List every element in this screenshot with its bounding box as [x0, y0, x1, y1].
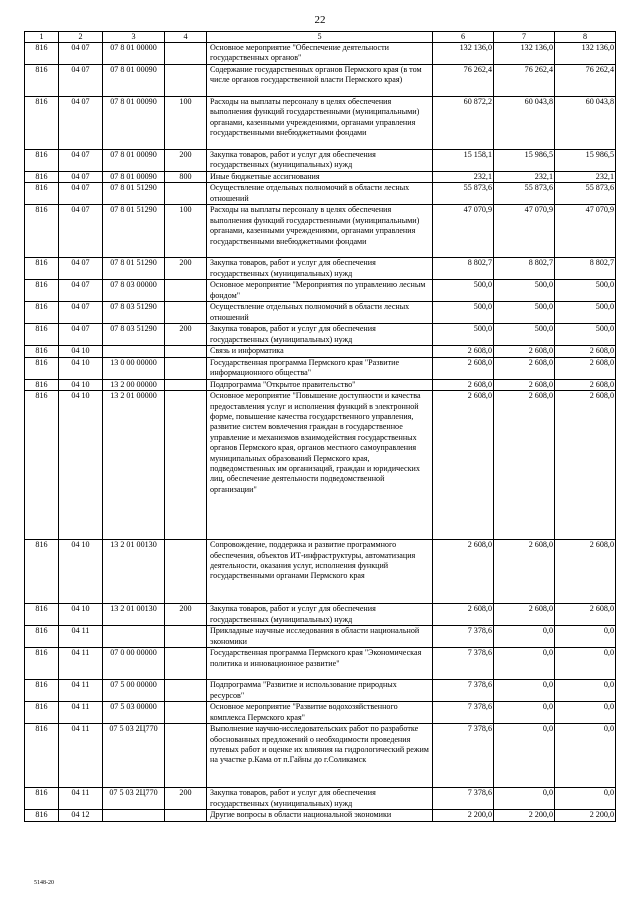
table-row — [25, 626, 616, 648]
cell-section-code: 04 07 — [59, 65, 103, 97]
cell-expense-type — [165, 280, 207, 302]
cell-name: Основное мероприятие "Обеспечение деятельности государственных органов" — [207, 43, 433, 65]
cell-amount-3: 232,1 — [555, 172, 616, 183]
cell-section-code: 04 07 — [59, 43, 103, 65]
cell-amount-2: 500,0 — [494, 324, 555, 346]
cell-admin-code: 816 — [25, 379, 59, 390]
cell-amount-3: 2 608,0 — [555, 391, 616, 540]
cell-target-code: 07 8 01 00090 — [103, 172, 165, 183]
page-number: 22 — [314, 14, 326, 26]
table-row — [25, 540, 616, 604]
cell-name: Выполнение научно-исследовательских работ по разработке обоснованных предложений о необходимости проведения путевых работ и оценке их влияния на гидрологический режим на участке р.Кама от п.Гайны до г.Соликамск — [207, 724, 433, 788]
table-row — [25, 280, 616, 302]
cell-amount-1: 2 608,0 — [433, 604, 494, 626]
cell-amount-3: 0,0 — [555, 680, 616, 702]
cell-admin-code: 816 — [25, 810, 59, 822]
table-header-row — [25, 32, 616, 43]
cell-amount-2: 2 608,0 — [494, 604, 555, 626]
cell-name: Связь и информатика — [207, 346, 433, 357]
cell-admin-code: 816 — [25, 324, 59, 346]
cell-section-code: 04 12 — [59, 810, 103, 822]
cell-admin-code: 816 — [25, 258, 59, 280]
cell-amount-2: 2 608,0 — [494, 357, 555, 379]
cell-target-code — [103, 626, 165, 648]
cell-amount-3: 55 873,6 — [555, 183, 616, 205]
cell-section-code: 04 10 — [59, 357, 103, 379]
table-row — [25, 172, 616, 183]
cell-section-code: 04 07 — [59, 183, 103, 205]
cell-target-code: 07 8 01 00090 — [103, 150, 165, 172]
cell-admin-code: 816 — [25, 648, 59, 680]
table-row — [25, 43, 616, 65]
cell-amount-2: 8 802,7 — [494, 258, 555, 280]
cell-expense-type — [165, 302, 207, 324]
cell-section-code: 04 10 — [59, 391, 103, 540]
table-row — [25, 391, 616, 540]
cell-amount-2: 2 608,0 — [494, 391, 555, 540]
cell-section-code: 04 10 — [59, 346, 103, 357]
cell-name: Закупка товаров, работ и услуг для обеспечения государственных (муниципальных) нужд — [207, 324, 433, 346]
cell-amount-2: 0,0 — [494, 680, 555, 702]
cell-expense-type — [165, 379, 207, 390]
cell-target-code: 07 5 03 00000 — [103, 702, 165, 724]
cell-name: Закупка товаров, работ и услуг для обеспечения государственных (муниципальных) нужд — [207, 604, 433, 626]
table-row — [25, 324, 616, 346]
cell-amount-2: 2 608,0 — [494, 346, 555, 357]
cell-section-code: 04 07 — [59, 280, 103, 302]
cell-expense-type: 200 — [165, 324, 207, 346]
cell-amount-1: 2 608,0 — [433, 357, 494, 379]
cell-amount-1: 55 873,6 — [433, 183, 494, 205]
cell-amount-2: 232,1 — [494, 172, 555, 183]
cell-admin-code: 816 — [25, 150, 59, 172]
cell-amount-3: 2 608,0 — [555, 604, 616, 626]
cell-admin-code: 816 — [25, 680, 59, 702]
cell-amount-3: 0,0 — [555, 648, 616, 680]
cell-amount-1: 500,0 — [433, 280, 494, 302]
cell-target-code — [103, 346, 165, 357]
cell-name: Осуществление отдельных полномочий в области лесных отношений — [207, 183, 433, 205]
cell-name: Подпрограмма "Открытое правительство" — [207, 379, 433, 390]
col-header-7: 7 — [494, 32, 555, 43]
cell-target-code — [103, 810, 165, 822]
col-header-2: 2 — [59, 32, 103, 43]
cell-amount-3: 0,0 — [555, 724, 616, 788]
cell-target-code: 13 2 00 00000 — [103, 379, 165, 390]
cell-section-code: 04 07 — [59, 205, 103, 258]
cell-expense-type — [165, 43, 207, 65]
cell-expense-type — [165, 346, 207, 357]
col-header-4: 4 — [165, 32, 207, 43]
cell-amount-2: 2 608,0 — [494, 540, 555, 604]
cell-amount-2: 132 136,0 — [494, 43, 555, 65]
cell-target-code: 07 0 00 00000 — [103, 648, 165, 680]
cell-target-code: 07 8 01 51290 — [103, 183, 165, 205]
cell-name: Осуществление отдельных полномочий в области лесных отношений — [207, 302, 433, 324]
cell-admin-code: 816 — [25, 302, 59, 324]
cell-admin-code: 816 — [25, 183, 59, 205]
cell-section-code: 04 11 — [59, 788, 103, 810]
cell-amount-2: 2 608,0 — [494, 379, 555, 390]
table-row — [25, 680, 616, 702]
cell-amount-3: 2 608,0 — [555, 540, 616, 604]
cell-amount-2: 15 986,5 — [494, 150, 555, 172]
cell-target-code: 13 0 00 00000 — [103, 357, 165, 379]
cell-amount-2: 0,0 — [494, 702, 555, 724]
col-header-6: 6 — [433, 32, 494, 43]
cell-amount-3: 2 608,0 — [555, 346, 616, 357]
cell-amount-1: 500,0 — [433, 324, 494, 346]
table-row — [25, 357, 616, 379]
table-row — [25, 205, 616, 258]
cell-amount-3: 60 043,8 — [555, 97, 616, 150]
cell-amount-1: 2 608,0 — [433, 540, 494, 604]
cell-name: Основное мероприятие "Развитие водохозяйственного комплекса Пермского края" — [207, 702, 433, 724]
cell-amount-1: 47 070,9 — [433, 205, 494, 258]
cell-amount-1: 132 136,0 — [433, 43, 494, 65]
cell-expense-type — [165, 391, 207, 540]
cell-expense-type — [165, 648, 207, 680]
table-row — [25, 150, 616, 172]
cell-name: Закупка товаров, работ и услуг для обеспечения государственных (муниципальных) нужд — [207, 258, 433, 280]
cell-amount-1: 60 872,2 — [433, 97, 494, 150]
cell-name: Государственная программа Пермского края "Экономическая политика и инновационное развитие" — [207, 648, 433, 680]
cell-section-code: 04 07 — [59, 97, 103, 150]
table-row — [25, 379, 616, 390]
cell-target-code: 07 8 03 00000 — [103, 280, 165, 302]
cell-expense-type: 200 — [165, 788, 207, 810]
table-row — [25, 810, 616, 822]
cell-expense-type — [165, 626, 207, 648]
cell-expense-type: 800 — [165, 172, 207, 183]
cell-amount-2: 2 200,0 — [494, 810, 555, 822]
cell-expense-type — [165, 724, 207, 788]
cell-section-code: 04 10 — [59, 540, 103, 604]
cell-section-code: 04 10 — [59, 604, 103, 626]
cell-expense-type — [165, 65, 207, 97]
cell-section-code: 04 11 — [59, 648, 103, 680]
cell-amount-1: 15 158,1 — [433, 150, 494, 172]
cell-admin-code: 816 — [25, 172, 59, 183]
cell-amount-2: 47 070,9 — [494, 205, 555, 258]
cell-amount-3: 2 200,0 — [555, 810, 616, 822]
table-body — [25, 43, 616, 822]
cell-name: Государственная программа Пермского края "Развитие информационного общества" — [207, 357, 433, 379]
col-header-5: 5 — [207, 32, 433, 43]
table-row — [25, 788, 616, 810]
cell-amount-3: 500,0 — [555, 324, 616, 346]
cell-section-code: 04 11 — [59, 626, 103, 648]
cell-amount-1: 2 608,0 — [433, 346, 494, 357]
cell-target-code: 07 8 03 51290 — [103, 324, 165, 346]
cell-name: Другие вопросы в области национальной экономики — [207, 810, 433, 822]
cell-admin-code: 816 — [25, 626, 59, 648]
table-row — [25, 724, 616, 788]
cell-amount-3: 500,0 — [555, 302, 616, 324]
cell-name: Расходы на выплаты персоналу в целях обеспечения выполнения функций государственными (муниципальными) органами, казенными учреждениями, органами управления государственными внебюджетными фондами — [207, 205, 433, 258]
col-header-8: 8 — [555, 32, 616, 43]
cell-amount-2: 0,0 — [494, 648, 555, 680]
table-row — [25, 346, 616, 357]
cell-admin-code: 816 — [25, 280, 59, 302]
cell-amount-3: 47 070,9 — [555, 205, 616, 258]
cell-amount-3: 0,0 — [555, 788, 616, 810]
cell-target-code: 13 2 01 00000 — [103, 391, 165, 540]
cell-target-code: 07 8 01 00000 — [103, 43, 165, 65]
cell-amount-2: 76 262,4 — [494, 65, 555, 97]
cell-expense-type: 100 — [165, 97, 207, 150]
cell-section-code: 04 11 — [59, 680, 103, 702]
table-row — [25, 702, 616, 724]
cell-name: Закупка товаров, работ и услуг для обеспечения государственных (муниципальных) нужд — [207, 150, 433, 172]
cell-section-code: 04 10 — [59, 379, 103, 390]
cell-admin-code: 816 — [25, 357, 59, 379]
budget-table — [24, 31, 616, 822]
cell-expense-type — [165, 702, 207, 724]
cell-admin-code: 816 — [25, 702, 59, 724]
table-row — [25, 183, 616, 205]
cell-amount-2: 500,0 — [494, 280, 555, 302]
cell-admin-code: 816 — [25, 43, 59, 65]
cell-amount-3: 0,0 — [555, 702, 616, 724]
cell-admin-code: 816 — [25, 391, 59, 540]
table-row — [25, 258, 616, 280]
cell-amount-1: 7 378,6 — [433, 724, 494, 788]
cell-expense-type: 200 — [165, 150, 207, 172]
cell-expense-type: 100 — [165, 205, 207, 258]
cell-amount-1: 8 802,7 — [433, 258, 494, 280]
col-header-1: 1 — [25, 32, 59, 43]
cell-amount-3: 132 136,0 — [555, 43, 616, 65]
cell-expense-type — [165, 183, 207, 205]
table-row — [25, 97, 616, 150]
cell-section-code: 04 11 — [59, 702, 103, 724]
cell-target-code: 07 8 01 51290 — [103, 205, 165, 258]
cell-amount-3: 76 262,4 — [555, 65, 616, 97]
cell-target-code: 13 2 01 00130 — [103, 604, 165, 626]
cell-expense-type — [165, 680, 207, 702]
cell-name: Расходы на выплаты персоналу в целях обеспечения выполнения функций государственными (муниципальными) органами, казенными учреждениями, органами управления государственными внебюджетными фондами — [207, 97, 433, 150]
table-row — [25, 648, 616, 680]
cell-admin-code: 816 — [25, 65, 59, 97]
cell-admin-code: 816 — [25, 788, 59, 810]
cell-name: Подпрограмма "Развитие и использование природных ресурсов" — [207, 680, 433, 702]
footer-code: 5148-20 — [34, 880, 54, 886]
cell-expense-type: 200 — [165, 604, 207, 626]
cell-section-code: 04 07 — [59, 302, 103, 324]
cell-section-code: 04 07 — [59, 172, 103, 183]
cell-target-code: 07 5 03 2Ц770 — [103, 724, 165, 788]
cell-amount-3: 15 986,5 — [555, 150, 616, 172]
cell-amount-1: 76 262,4 — [433, 65, 494, 97]
cell-section-code: 04 11 — [59, 724, 103, 788]
cell-admin-code: 816 — [25, 604, 59, 626]
cell-amount-2: 0,0 — [494, 724, 555, 788]
cell-section-code: 04 07 — [59, 150, 103, 172]
cell-amount-2: 55 873,6 — [494, 183, 555, 205]
cell-amount-3: 0,0 — [555, 626, 616, 648]
cell-amount-1: 7 378,6 — [433, 648, 494, 680]
cell-amount-1: 2 608,0 — [433, 391, 494, 540]
cell-amount-3: 8 802,7 — [555, 258, 616, 280]
table-row — [25, 302, 616, 324]
col-header-3: 3 — [103, 32, 165, 43]
cell-admin-code: 816 — [25, 724, 59, 788]
cell-amount-1: 7 378,6 — [433, 680, 494, 702]
cell-expense-type — [165, 540, 207, 604]
cell-admin-code: 816 — [25, 205, 59, 258]
cell-name: Закупка товаров, работ и услуг для обеспечения государственных (муниципальных) нужд — [207, 788, 433, 810]
cell-name: Прикладные научные исследования в области национальной экономики — [207, 626, 433, 648]
cell-expense-type — [165, 357, 207, 379]
cell-section-code: 04 07 — [59, 324, 103, 346]
cell-target-code: 07 5 00 00000 — [103, 680, 165, 702]
cell-amount-1: 7 378,6 — [433, 702, 494, 724]
table-row — [25, 65, 616, 97]
cell-name: Основное мероприятие "Повышение доступности и качества предоставления услуг и исполнения функций в электронной форме, повышение качества государственного управления, развитие систем вовлечения граждан в государственное управление и механизмов взаимодействия государственных органов Пермского края, органов местного самоуправления муниципальных образований Пермского края, подведомственных им организаций, граждан и юридических лиц, обеспечение деятельности подведомственной организации" — [207, 391, 433, 540]
cell-name: Основное мероприятие "Мероприятия по управлению лесным фондом" — [207, 280, 433, 302]
cell-amount-1: 7 378,6 — [433, 626, 494, 648]
cell-amount-1: 7 378,6 — [433, 788, 494, 810]
cell-target-code: 07 8 03 51290 — [103, 302, 165, 324]
table-row — [25, 604, 616, 626]
cell-admin-code: 816 — [25, 346, 59, 357]
cell-amount-1: 232,1 — [433, 172, 494, 183]
cell-amount-2: 0,0 — [494, 788, 555, 810]
cell-expense-type: 200 — [165, 258, 207, 280]
cell-section-code: 04 07 — [59, 258, 103, 280]
cell-amount-2: 500,0 — [494, 302, 555, 324]
cell-target-code: 07 8 01 00090 — [103, 97, 165, 150]
budget-table-container — [24, 31, 615, 822]
cell-amount-3: 2 608,0 — [555, 357, 616, 379]
cell-name: Содержание государственных органов Пермского края (в том числе органов государственной власти Пермского края) — [207, 65, 433, 97]
cell-target-code: 07 5 03 2Ц770 — [103, 788, 165, 810]
cell-admin-code: 816 — [25, 540, 59, 604]
cell-amount-2: 60 043,8 — [494, 97, 555, 150]
cell-target-code: 07 8 01 51290 — [103, 258, 165, 280]
cell-admin-code: 816 — [25, 97, 59, 150]
cell-amount-1: 2 200,0 — [433, 810, 494, 822]
cell-amount-3: 500,0 — [555, 280, 616, 302]
cell-amount-1: 2 608,0 — [433, 379, 494, 390]
cell-target-code: 07 8 01 00090 — [103, 65, 165, 97]
cell-amount-2: 0,0 — [494, 626, 555, 648]
cell-name: Иные бюджетные ассигнования — [207, 172, 433, 183]
cell-amount-1: 500,0 — [433, 302, 494, 324]
cell-target-code: 13 2 01 00130 — [103, 540, 165, 604]
cell-amount-3: 2 608,0 — [555, 379, 616, 390]
cell-expense-type — [165, 810, 207, 822]
cell-name: Сопровождение, поддержка и развитие программного обеспечения, объектов ИТ-инфраструктуры, автоматизация деятельности, оказания услуг, исполнения функций государственными органами Пермского края — [207, 540, 433, 604]
